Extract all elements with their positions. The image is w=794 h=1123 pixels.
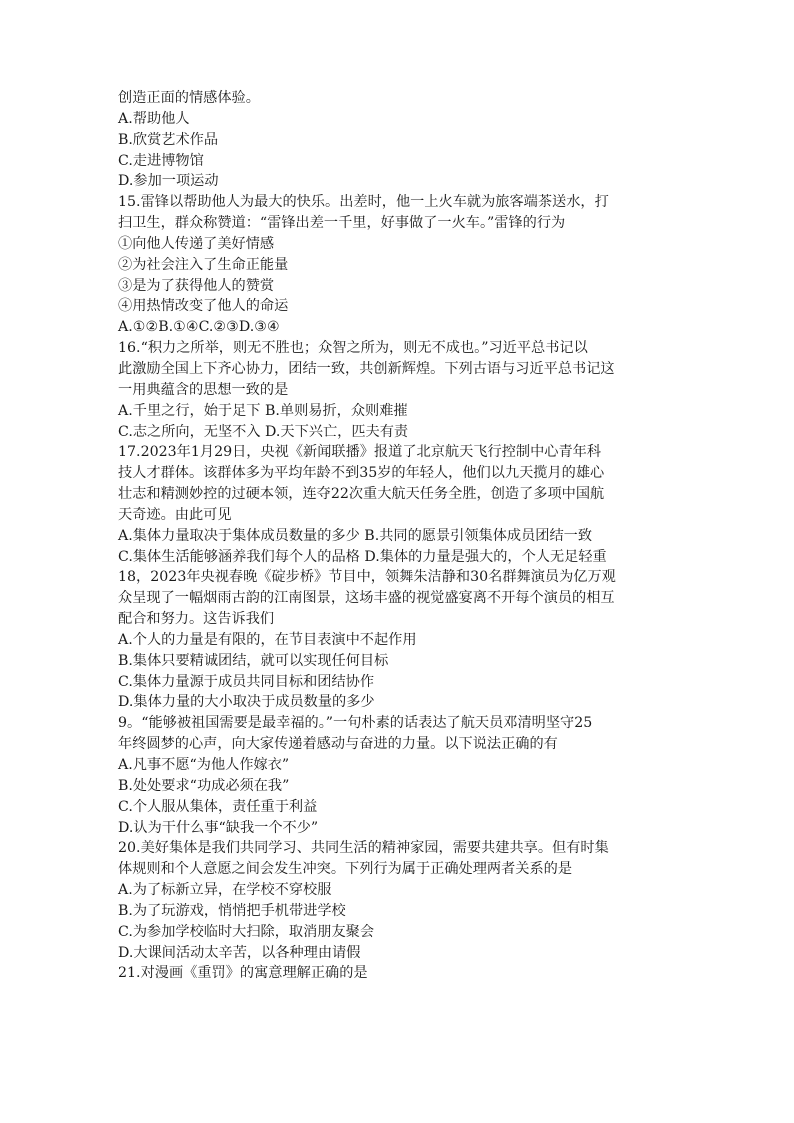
- question-19-line: 年终圆梦的心声，向大家传递着感动与奋进的力量。以下说法正确的有: [118, 736, 558, 753]
- question-15-line: 扫卫生，群众称赞道：“雷锋出差一千里，好事做了一火车。”雷锋的行为: [118, 215, 566, 232]
- option-line: D.大课间活动太辛苦，以各种理由请假: [118, 944, 361, 961]
- statement-line: ①向他人传递了美好情感: [118, 235, 275, 252]
- text-line: 创造正面的情感体验。: [118, 90, 260, 106]
- option-line: A.集体力量取决于集体成员数量的多少 B.共同的愿景引领集体成员团结一致: [118, 527, 593, 544]
- question-17-line: 壮志和精测妙控的过硬本领，连夺22次重大航天任务全胜，创造了多项中国航: [118, 486, 605, 503]
- option-line: B.为了玩游戏，悄悄把手机带进学校: [118, 902, 346, 919]
- question-18-line: 配合和努力。这告诉我们: [118, 611, 275, 628]
- statement-line: ②为社会注入了生命正能量: [118, 256, 289, 273]
- option-line: A.①②B.①④C.②③D.③④: [118, 319, 280, 336]
- question-19-line: 9。“能够被祖国需要是最幸福的。”一句朴素的话表达了航天员邓清明坚守25: [118, 715, 593, 732]
- question-16-line: 一用典蕴含的思想一致的是: [118, 381, 289, 398]
- option-line: C.集体力量源于成员共同目标和团结协作: [118, 673, 375, 690]
- question-16-line: 此激励全国上下齐心协力，团结一致，共创新辉煌。下列古语与习近平总书记这: [118, 360, 615, 377]
- option-line: D.参加一项运动: [118, 173, 219, 190]
- question-18-line: 18，2023年央视春晚《碇步桥》节目中，领舞朱洁静和30名群舞演员为亿万观: [118, 569, 616, 586]
- option-line: C.走进博物馆: [118, 152, 204, 169]
- option-line: A.帮助他人: [118, 110, 190, 127]
- statement-line: ③是为了获得他人的赞赏: [118, 277, 275, 294]
- option-line: B.欣赏艺术作品: [118, 131, 219, 148]
- question-15-line: 15.雷锋以帮助他人为最大的快乐。出差时，他一上火车就为旅客端茶送水，打: [118, 194, 609, 211]
- option-line: A.个人的力量是有限的，在节目表演中不起作用: [118, 631, 417, 648]
- option-line: D.集体力量的大小取决于成员数量的多少: [118, 694, 375, 711]
- question-17-line: 技人才群体。该群体多为平均年龄不到35岁的年轻人，他们以九天揽月的雄心: [118, 465, 605, 482]
- question-21-line: 21.对漫画《重罚》的寓意理解正确的是: [118, 965, 368, 982]
- question-17-line: 天奇迹。由此可见: [118, 506, 232, 523]
- question-20-line: 20.美好集体是我们共同学习、共同生活的精神家园，需要共建共享。但有时集: [118, 840, 609, 857]
- option-line: B.处处要求“功成必须在我”: [118, 777, 290, 794]
- question-17-line: 17.2023年1月29日，央视《新闻联播》报道了北京航天飞行控制中心青年科: [118, 444, 602, 461]
- option-line: C.个人服从集体，责任重于利益: [118, 798, 318, 815]
- option-line: C.为参加学校临时大扫除，取消朋友聚会: [118, 923, 375, 940]
- option-line: C.集体生活能够涵养我们每个人的品格 D.集体的力量是强大的，个人无足轻重: [118, 548, 607, 565]
- option-line: D.认为干什么事“缺我一个不少”: [118, 819, 319, 836]
- option-line: A.为了标新立异，在学校不穿校服: [118, 882, 332, 899]
- question-18-line: 众呈现了一幅烟雨古韵的江南图景，这场丰盛的视觉盛宴离不开每个演员的相互: [118, 590, 615, 607]
- option-line: A.千里之行，始于足下 B.单则易折，众则难摧: [118, 402, 408, 419]
- document-body: [118, 88, 678, 984]
- option-line: B.集体只要精诚团结，就可以实现任何目标: [118, 652, 389, 669]
- statement-line: ④用热情改变了他人的命运: [118, 298, 289, 315]
- question-16-line: 16.“积力之所举，则无不胜也；众智之所为，则无不成也。”习近平总书记以: [118, 340, 588, 357]
- option-line: C.志之所向，无坚不入 D.天下兴亡，匹夫有责: [118, 423, 409, 440]
- question-20-line: 体规则和个人意愿之间会发生冲突。下列行为属于正确处理两者关系的是: [118, 861, 573, 878]
- option-line: A.凡事不愿“为他人作嫁衣”: [118, 757, 290, 773]
